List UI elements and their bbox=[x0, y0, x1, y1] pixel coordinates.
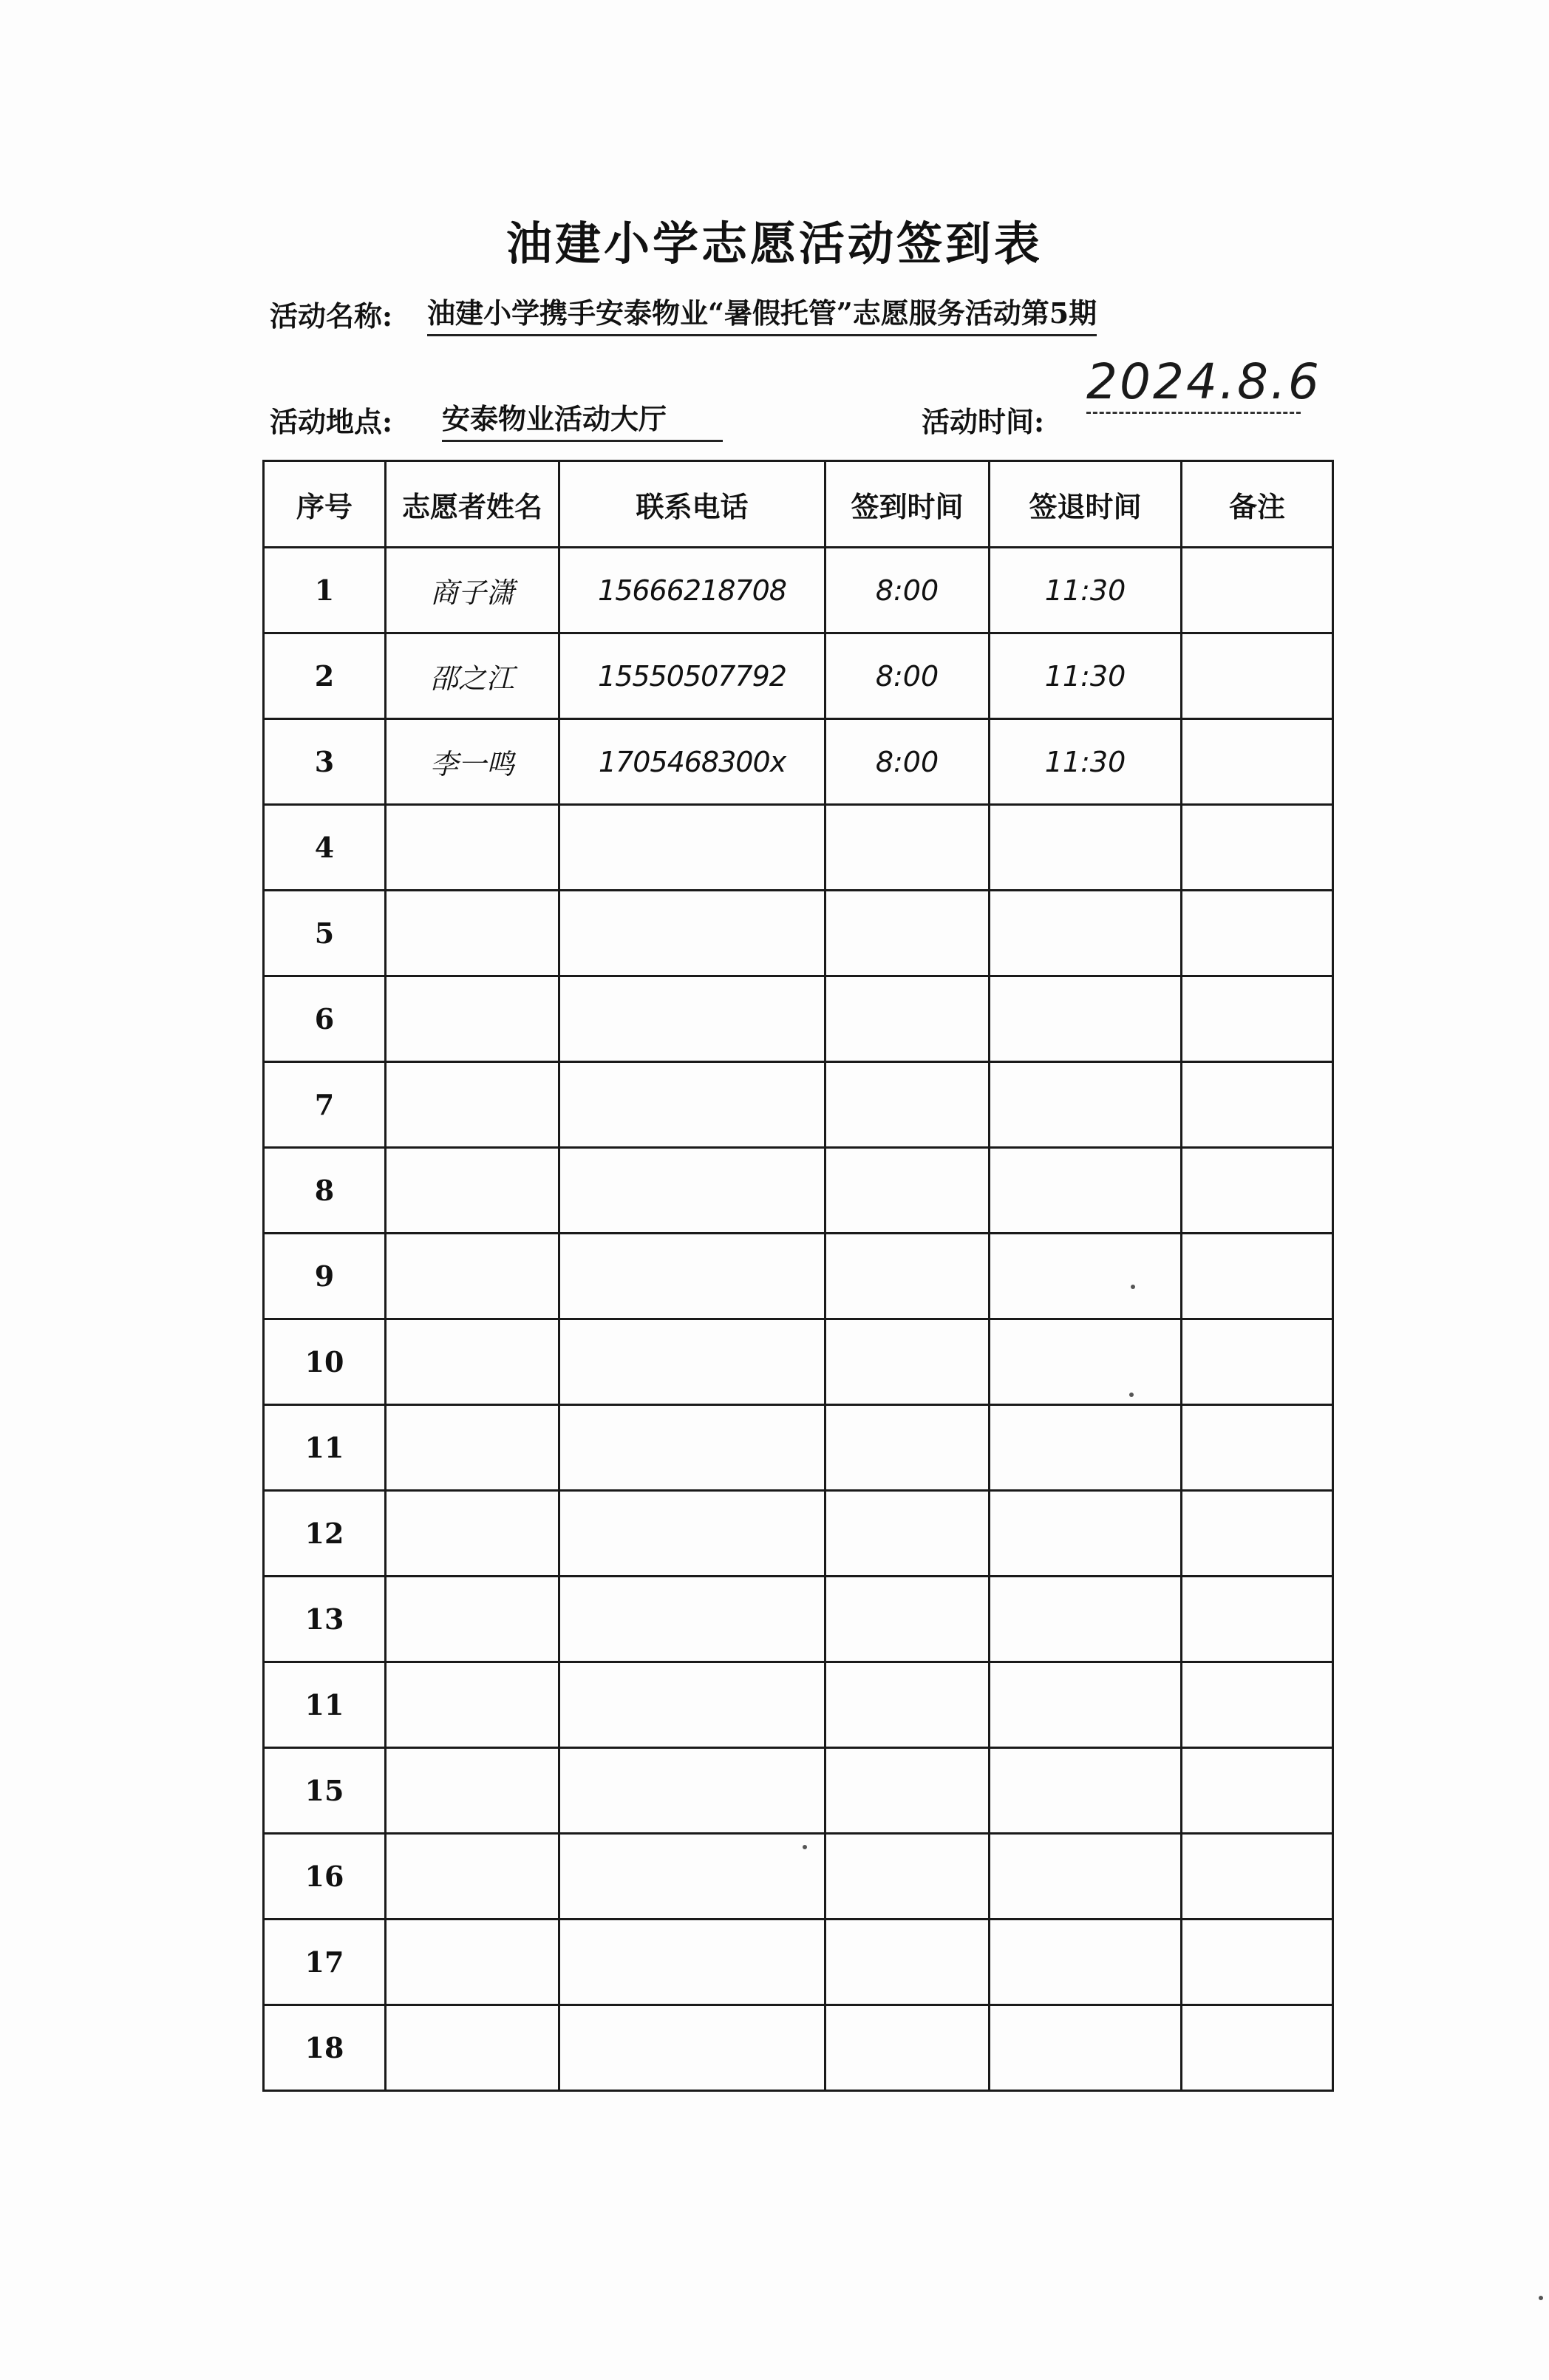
row-volunteer-name bbox=[386, 1491, 559, 1577]
row-sign-out-time: 11:30 bbox=[990, 719, 1182, 805]
row-phone bbox=[559, 1748, 825, 1834]
row-sign-in-time bbox=[825, 976, 990, 1062]
row-volunteer-name bbox=[386, 1920, 559, 2005]
row-notes bbox=[1182, 1319, 1333, 1405]
row-sign-out-time bbox=[990, 1062, 1182, 1148]
table-row bbox=[264, 719, 1333, 805]
row-sign-out-time: 11:30 bbox=[990, 548, 1182, 633]
row-phone bbox=[559, 1148, 825, 1234]
row-volunteer-name: 商子潇 bbox=[386, 548, 559, 633]
table-row bbox=[264, 548, 1333, 633]
row-serial-number: 7 bbox=[264, 1062, 386, 1148]
row-sign-out-time bbox=[990, 1920, 1182, 2005]
row-notes bbox=[1182, 1491, 1333, 1577]
row-sign-in-time bbox=[825, 1577, 990, 1662]
activity-name-value: 油建小学携手安泰物业“暑假托管”志愿服务活动第5期 bbox=[427, 290, 1097, 336]
row-volunteer-name bbox=[386, 1062, 559, 1148]
activity-location-label: 活动地点: bbox=[270, 405, 393, 438]
table-row bbox=[264, 1062, 1333, 1148]
table-row bbox=[264, 2005, 1333, 2091]
row-volunteer-name bbox=[386, 2005, 559, 2091]
row-volunteer-name: 李一鸣 bbox=[386, 719, 559, 805]
row-notes bbox=[1182, 719, 1333, 805]
table-row bbox=[264, 1319, 1333, 1405]
row-serial-number: 3 bbox=[264, 719, 386, 805]
row-phone bbox=[559, 1920, 825, 2005]
row-phone: 1705468300x bbox=[559, 719, 825, 805]
row-volunteer-name bbox=[386, 1405, 559, 1491]
row-volunteer-name bbox=[386, 1577, 559, 1662]
table-row bbox=[264, 633, 1333, 719]
header-phone: 联系电话 bbox=[559, 461, 825, 548]
row-sign-in-time bbox=[825, 1062, 990, 1148]
table-row bbox=[264, 1662, 1333, 1748]
row-sign-in-time bbox=[825, 1319, 990, 1405]
row-sign-out-time bbox=[990, 1662, 1182, 1748]
scan-speck bbox=[1131, 1285, 1135, 1289]
row-sign-out-time bbox=[990, 1405, 1182, 1491]
table-row bbox=[264, 1491, 1333, 1577]
row-serial-number: 4 bbox=[264, 805, 386, 891]
row-sign-out-time bbox=[990, 1748, 1182, 1834]
scan-speck bbox=[1539, 2296, 1543, 2300]
row-phone bbox=[559, 1319, 825, 1405]
row-notes bbox=[1182, 1234, 1333, 1319]
row-notes bbox=[1182, 1662, 1333, 1748]
activity-location-value: 安泰物业活动大厅 bbox=[442, 396, 723, 442]
table-row bbox=[264, 891, 1333, 976]
row-notes bbox=[1182, 1062, 1333, 1148]
row-notes bbox=[1182, 976, 1333, 1062]
sign-in-table bbox=[262, 460, 1334, 2092]
row-sign-out-time bbox=[990, 976, 1182, 1062]
row-phone: 15666218708 bbox=[559, 548, 825, 633]
row-notes bbox=[1182, 1577, 1333, 1662]
row-volunteer-name bbox=[386, 976, 559, 1062]
row-notes bbox=[1182, 1748, 1333, 1834]
row-serial-number: 5 bbox=[264, 891, 386, 976]
table-row bbox=[264, 1234, 1333, 1319]
row-sign-in-time bbox=[825, 1234, 990, 1319]
row-sign-in-time bbox=[825, 1405, 990, 1491]
row-volunteer-name bbox=[386, 1234, 559, 1319]
row-phone bbox=[559, 891, 825, 976]
row-sign-out-time: 11:30 bbox=[990, 633, 1182, 719]
row-serial-number: 15 bbox=[264, 1748, 386, 1834]
row-phone bbox=[559, 1662, 825, 1748]
row-sign-in-time: 8:00 bbox=[825, 548, 990, 633]
row-serial-number: 17 bbox=[264, 1920, 386, 2005]
row-sign-in-time bbox=[825, 805, 990, 891]
row-volunteer-name bbox=[386, 1834, 559, 1920]
row-volunteer-name: 邵之江 bbox=[386, 633, 559, 719]
table-row bbox=[264, 1834, 1333, 1920]
row-notes bbox=[1182, 633, 1333, 719]
row-serial-number: 8 bbox=[264, 1148, 386, 1234]
row-notes bbox=[1182, 891, 1333, 976]
row-serial-number: 2 bbox=[264, 633, 386, 719]
row-sign-in-time bbox=[825, 1748, 990, 1834]
row-serial-number: 10 bbox=[264, 1319, 386, 1405]
table-row bbox=[264, 1920, 1333, 2005]
table-header-row bbox=[264, 461, 1333, 548]
row-sign-in-time: 8:00 bbox=[825, 633, 990, 719]
row-sign-out-time bbox=[990, 1834, 1182, 1920]
row-phone bbox=[559, 1491, 825, 1577]
table-row bbox=[264, 1748, 1333, 1834]
row-phone bbox=[559, 1834, 825, 1920]
scan-speck bbox=[1129, 1393, 1134, 1397]
row-notes bbox=[1182, 1405, 1333, 1491]
table-row bbox=[264, 1577, 1333, 1662]
table-row bbox=[264, 976, 1333, 1062]
row-sign-in-time: 8:00 bbox=[825, 719, 990, 805]
row-sign-out-time bbox=[990, 1491, 1182, 1577]
row-sign-out-time bbox=[990, 2005, 1182, 2091]
row-volunteer-name bbox=[386, 891, 559, 976]
header-volunteer-name: 志愿者姓名 bbox=[386, 461, 559, 548]
row-serial-number: 11 bbox=[264, 1405, 386, 1491]
row-sign-out-time bbox=[990, 805, 1182, 891]
row-sign-in-time bbox=[825, 1920, 990, 2005]
row-serial-number: 6 bbox=[264, 976, 386, 1062]
activity-time-label: 活动时间: bbox=[922, 405, 1045, 438]
row-phone bbox=[559, 1577, 825, 1662]
row-sign-out-time bbox=[990, 891, 1182, 976]
row-phone bbox=[559, 805, 825, 891]
header-notes: 备注 bbox=[1182, 461, 1333, 548]
row-phone bbox=[559, 976, 825, 1062]
row-volunteer-name bbox=[386, 1319, 559, 1405]
row-notes bbox=[1182, 548, 1333, 633]
row-sign-in-time bbox=[825, 2005, 990, 2091]
row-serial-number: 18 bbox=[264, 2005, 386, 2091]
row-notes bbox=[1182, 2005, 1333, 2091]
document-title: 油建小学志愿活动签到表 bbox=[505, 217, 1043, 271]
row-volunteer-name bbox=[386, 1662, 559, 1748]
scan-speck bbox=[803, 1845, 807, 1849]
row-notes bbox=[1182, 1920, 1333, 2005]
row-serial-number: 9 bbox=[264, 1234, 386, 1319]
row-sign-in-time bbox=[825, 1662, 990, 1748]
row-serial-number: 12 bbox=[264, 1491, 386, 1577]
row-sign-in-time bbox=[825, 1834, 990, 1920]
row-serial-number: 1 bbox=[264, 548, 386, 633]
row-serial-number: 16 bbox=[264, 1834, 386, 1920]
header-sign-in-time: 签到时间 bbox=[825, 461, 990, 548]
row-notes bbox=[1182, 805, 1333, 891]
row-phone bbox=[559, 2005, 825, 2091]
row-sign-in-time bbox=[825, 1148, 990, 1234]
row-volunteer-name bbox=[386, 805, 559, 891]
table-row bbox=[264, 1148, 1333, 1234]
header-sign-out-time: 签退时间 bbox=[990, 461, 1182, 548]
row-phone bbox=[559, 1062, 825, 1148]
row-sign-out-time bbox=[990, 1319, 1182, 1405]
row-notes bbox=[1182, 1148, 1333, 1234]
activity-time-value: 2024.8.6 bbox=[1086, 353, 1301, 414]
table-row bbox=[264, 1405, 1333, 1491]
row-phone bbox=[559, 1234, 825, 1319]
row-serial-number: 11 bbox=[264, 1662, 386, 1748]
table-row bbox=[264, 805, 1333, 891]
row-sign-in-time bbox=[825, 1491, 990, 1577]
header-serial-number: 序号 bbox=[264, 461, 386, 548]
row-sign-out-time bbox=[990, 1577, 1182, 1662]
row-notes bbox=[1182, 1834, 1333, 1920]
row-volunteer-name bbox=[386, 1748, 559, 1834]
row-volunteer-name bbox=[386, 1148, 559, 1234]
row-sign-out-time bbox=[990, 1148, 1182, 1234]
activity-name-label: 活动名称: bbox=[270, 299, 393, 333]
row-sign-out-time bbox=[990, 1234, 1182, 1319]
row-phone: 15550507792 bbox=[559, 633, 825, 719]
row-serial-number: 13 bbox=[264, 1577, 386, 1662]
row-phone bbox=[559, 1405, 825, 1491]
row-sign-in-time bbox=[825, 891, 990, 976]
